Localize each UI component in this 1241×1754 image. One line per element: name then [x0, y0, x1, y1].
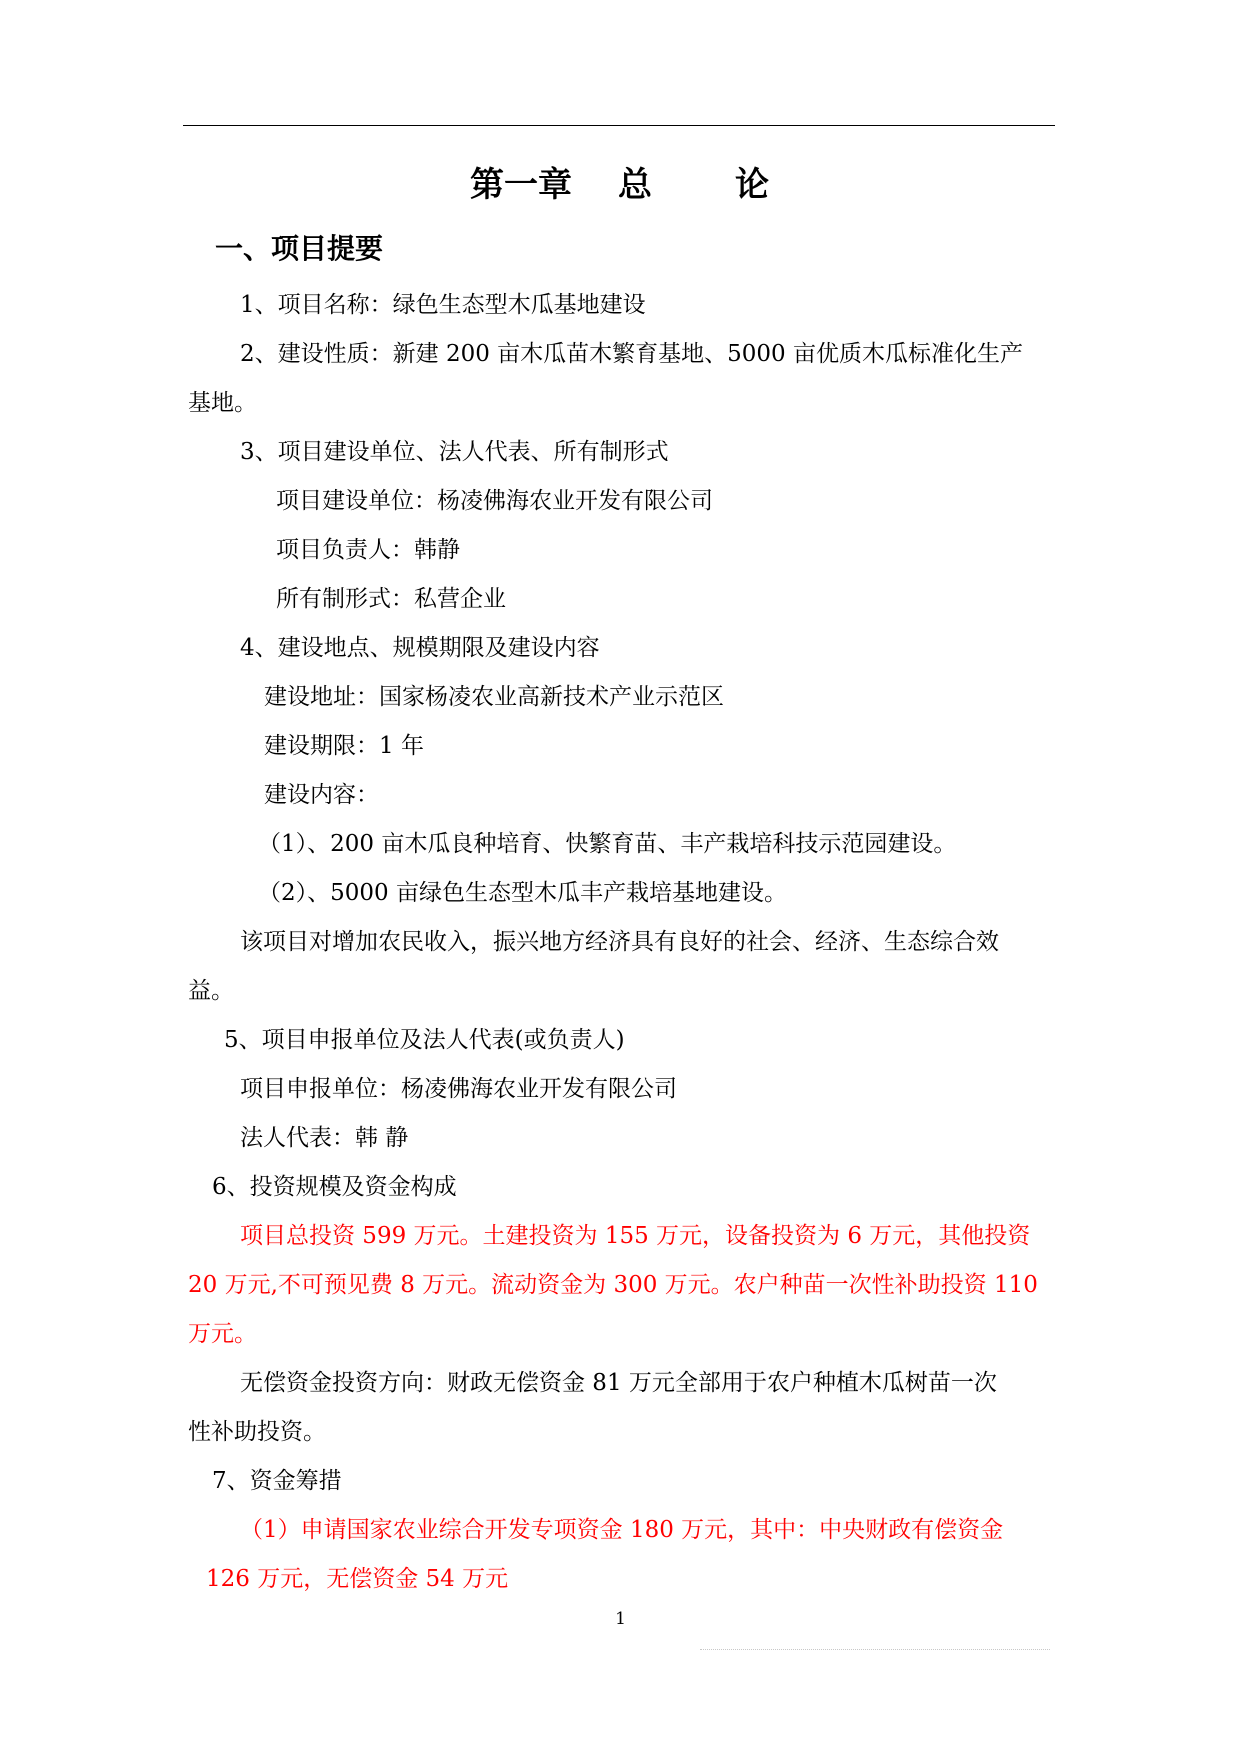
section-heading: 一、项目提要 — [215, 232, 384, 265]
highlighted-line: 万元。 — [188, 1321, 257, 1347]
paragraph-line: 6、投资规模及资金构成 — [212, 1174, 457, 1200]
paragraph-line: 法人代表：韩 静 — [240, 1125, 409, 1151]
paragraph-line: 7、资金筹措 — [212, 1468, 342, 1494]
paragraph-line: 4、建设地点、规模期限及建设内容 — [240, 635, 600, 661]
paragraph-line: （2）、5000 亩绿色生态型木瓜丰产栽培基地建设。 — [258, 880, 787, 906]
paragraph-line: 建设内容： — [264, 782, 379, 808]
paragraph-line: 基地。 — [188, 390, 257, 416]
paragraph-line: 2、建设性质：新建 200 亩木瓜苗木繁育基地、5000 亩优质木瓜标准化生产 — [240, 341, 1023, 367]
paragraph-line: 5、项目申报单位及法人代表(或负责人) — [224, 1027, 625, 1053]
paragraph-line: 建设期限：1 年 — [264, 733, 424, 759]
paragraph-line: 所有制形式：私营企业 — [276, 586, 506, 612]
paragraph-line: 项目负责人：韩静 — [276, 537, 460, 563]
chapter-title-part3: 论 — [735, 165, 769, 205]
chapter-title-part1: 第一章 — [470, 165, 572, 205]
highlighted-line: （1）申请国家农业综合开发专项资金 180 万元，其中：中央财政有偿资金 — [240, 1517, 1004, 1543]
paragraph-line: 1、项目名称：绿色生态型木瓜基地建设 — [240, 292, 646, 318]
highlighted-line: 20 万元,不可预见费 8 万元。流动资金为 300 万元。农户种苗一次性补助投资 110 — [188, 1272, 1038, 1298]
paragraph-line: 益。 — [188, 978, 234, 1004]
paragraph-line: 建设地址：国家杨凌农业高新技术产业示范区 — [264, 684, 724, 710]
chapter-title — [0, 163, 1241, 207]
chapter-title-part2: 总 — [618, 165, 652, 205]
paragraph-line: 项目建设单位：杨凌佛海农业开发有限公司 — [276, 488, 713, 514]
header-rule — [183, 125, 1055, 126]
paragraph-line: 性补助投资。 — [188, 1419, 326, 1445]
highlighted-line: 126 万元，无偿资金 54 万元 — [206, 1566, 509, 1592]
paragraph-line: 无偿资金投资方向：财政无偿资金 81 万元全部用于农户种植木瓜树苗一次 — [240, 1370, 997, 1396]
paragraph-line: 项目申报单位：杨凌佛海农业开发有限公司 — [240, 1076, 677, 1102]
page-number: 1 — [615, 1609, 626, 1629]
paragraph-line: （1）、200 亩木瓜良种培育、快繁育苗、丰产栽培科技示范园建设。 — [258, 831, 957, 857]
highlighted-line: 项目总投资 599 万元。土建投资为 155 万元，设备投资为 6 万元，其他投资 — [240, 1223, 1031, 1249]
paragraph-line: 该项目对增加农民收入，振兴地方经济具有良好的社会、经济、生态综合效 — [240, 929, 999, 955]
footer-dotted-line — [700, 1649, 1050, 1650]
paragraph-line: 3、项目建设单位、法人代表、所有制形式 — [240, 439, 669, 465]
